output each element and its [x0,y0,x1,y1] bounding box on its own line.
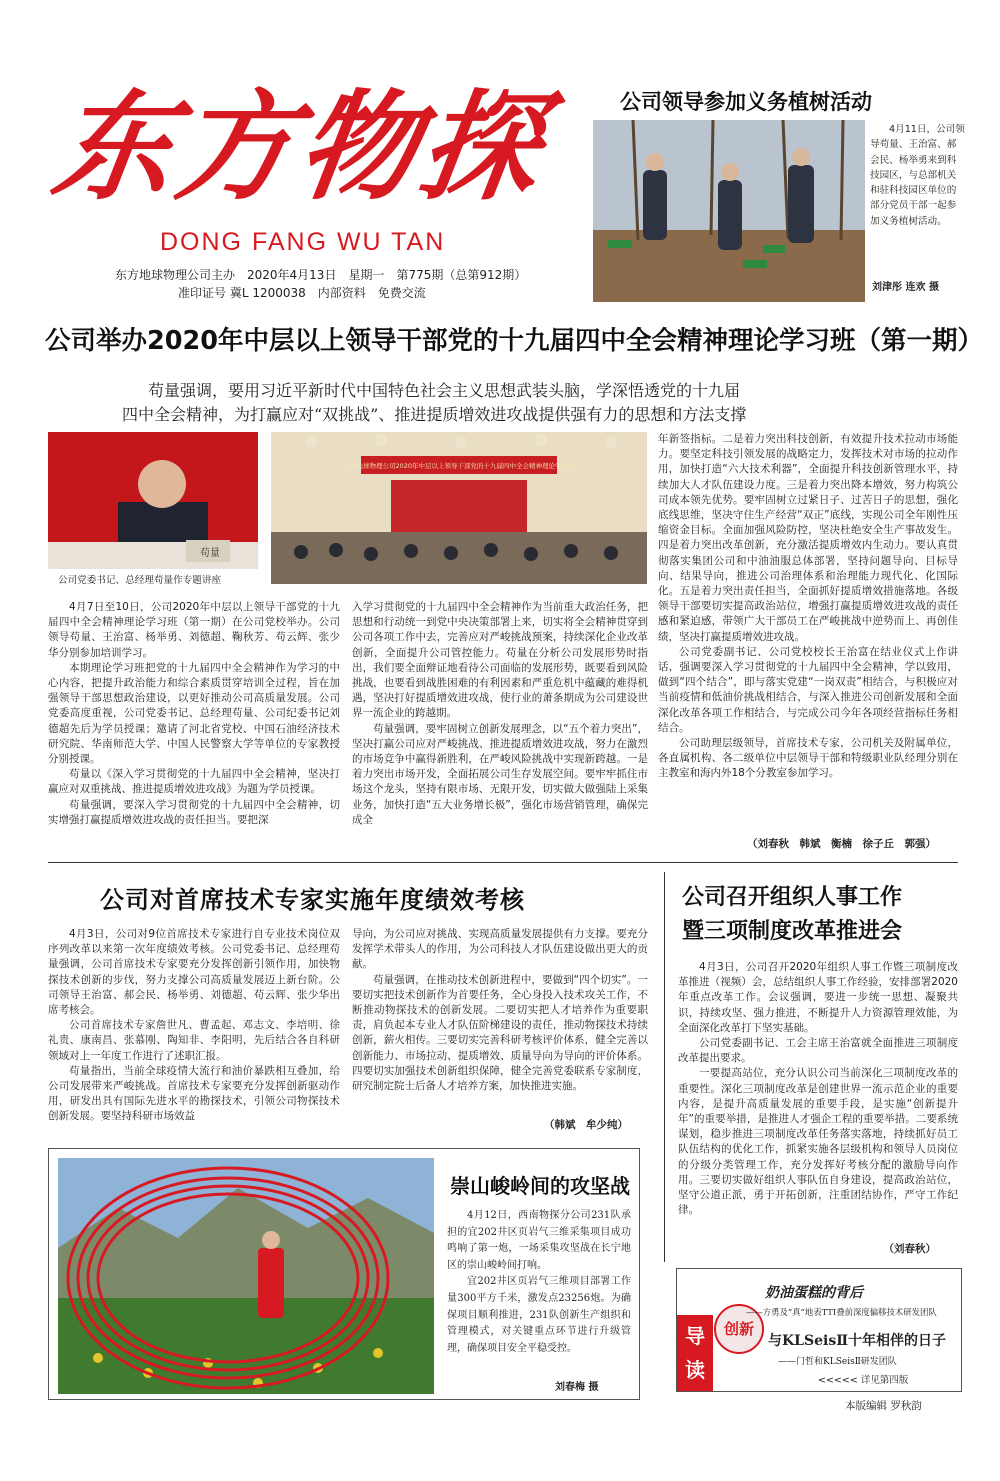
hr-article-byline: （刘春秋） [860,1241,936,1256]
innovation-logo: 创新 [714,1304,764,1354]
paragraph: 苟量指出，当前全球疫情大流行和油价暴跌相互叠加，给公司发展带来严峻挑战。首席技术专家要充分发挥创新驱动作用，研发出具有国际先进水平的勘探技术，引领公司物探技术创新发展。要坚持科研市场效益 [48,1064,340,1123]
speaker-photo-caption: 公司党委书记、总经理苟量作专题讲座 [58,575,222,586]
paragraph: 公司党委副书记、公司党校校长王治富在结业仪式上作讲话，强调要深入学习贯彻党的十九届四中全会精神，学以致用，做到“四个结合”，即与落实党建“一岗双责”相结合，与积极应对当前疫情和低油价挑战相结合，与深入推进公司创新发展和全面深化改革各项工作相结合，与完成公司今年各项经营指标任务相结合。 [658,645,958,734]
hr-article-title-1: 公司召开组织人事工作 [682,885,903,910]
paragraph: 一要提高站位，充分认识公司当前深化三项制度改革的重要性。深化三项制度改革是创建世界一流示范企业的重要内容，是提升高质量发展的重要手段，是实施“创新提升年”的重要举措，是推进人才强企工程的重要举措。二要系统谋划，稳步推进三项制度改革任务落实落地，持续抓好员工队伍结构的优化工作，抓紧实施各层级机构和领导人员岗位的分级分类管理工作，充分发挥好考核分配的激励导向作用。三要切实做好组织人事队伍自身建设，提高政治站位，坚守公道正派，勇于开拓创新，注重团结协作，严守工作纪律。 [678,1067,958,1217]
tree-article-credit: 刘津彤 连欢 摄 [872,282,939,293]
main-article-title: 公司举办2020年中层以上领导干部党的十九届四中全会精神理论学习班（第一期） [45,326,983,356]
main-article-byline: （刘春秋 韩斌 衡楠 徐子丘 郭强） [747,838,936,850]
expert-article-col1 [48,927,340,1132]
tree-planting-photo [593,120,865,302]
paragraph: 苟量以《深入学习贯彻党的十九届四中全会精神，坚决打赢应对双重挑战、推进提质增效进攻战》为题为学员授课。 [48,768,340,796]
expert-article-byline: （韩斌 牟少纯） [544,1119,628,1131]
guide-badge-char-2: 读 [685,1358,705,1382]
lecture-hall-photo [271,432,647,584]
main-article-col2 [352,600,648,850]
guide-item1-title[interactable]: 奶油蛋糕的背后 [765,1285,863,1301]
main-article-col3 [658,432,958,828]
masthead-pinyin: DONG FANG WU TAN [160,228,446,256]
speaker-photo [48,432,258,569]
mountain-article-title: 崇山峻岭间的攻坚战 [450,1174,630,1198]
guide-see-more[interactable]: <<<<< 详见第四版 [818,1375,909,1386]
paragraph: 公司党委副书记、工会主席王治富就全面推进三项制度改革提出要求。 [678,1037,958,1065]
main-article-subtitle-2: 四中全会精神，为打赢应对“双挑战”、推进提质增效进攻战提供强有力的思想和方法支撑 [122,405,747,424]
masthead-title: 东方物探 [45,77,553,216]
main-article-subtitle-1: 苟量强调，要用习近平新时代中国特色社会主义思想武装头脑，学深悟透党的十九届 [148,381,741,400]
paragraph: 4月3日，公司对9位首席技术专家进行自专业技术岗位双序列改革以来第一次年度绩效考核。公司党委书记、总经理苟量强调，公司首席技术专家要充分发挥创新引领作用，加快物探技术创新的步伐，努力支撑公司高质量发展迈上新台阶。公司领导王治富、郝会民、杨举勇、刘德超、苟云辉、张少华出席考核会。 [48,928,340,1017]
tree-article-title: 公司领导参加义务植树活动 [620,90,872,114]
nameplate: 苟量 [200,548,220,559]
guide-badge-char-1: 导 [685,1324,705,1348]
paragraph: 入学习贯彻党的十九届四中全会精神作为当前重大政治任务，把思想和行动统一到党中央决策部署上来，切实将全会精神贯穿到公司各项工作中去，完善应对严峻挑战预案，持续深化企业改革创新，全面提升公司管控能力。苟量在分析公司发展形势时指出，我们要全面辩证地看待公司面临的发展形势，既要看到风险挑战，也要看到战胜困难的有利因素和严重危机中蕴藏的难得机遇，坚决打好提质增效进攻战，使行业的萧条期成为公司建设世界一流企业的跨越期。 [352,601,648,720]
paragraph: 苟量强调，要牢固树立创新发展理念，以“五个着力突出”，坚决打赢公司应对严峻挑战、推进提质增效进攻战，努力在激烈的市场竞争中赢得新胜利，在严峻风险挑战中实现新跨越。一是着力突出市场开发，全面拓展公司生存发展空间。要牢牢抓住市场这个龙头，坚持有限市场、无限开发，切实做大做强陆上采集业务，加快打造“五大业务增长极”，强化市场营销管理，确保完成全 [352,722,648,826]
issue-info: 东方地球物理公司主办 2020年4月13日 星期一 第775期（总第912期） [115,268,527,282]
paragraph: 4月3日，公司召开2020年组织人事工作暨三项制度改革推进（视频）会，总结组织人事工作经验，安排部署2020年重点改革工作。会议强调，要进一步统一思想、凝聚共识，持续攻坚、强力推进，不断提升人力资源管理效能，为全面深化改革打下坚实基础。 [678,961,958,1034]
column-divider [664,872,665,1262]
paragraph: 公司助理层级领导，首席技术专家，公司机关及附属单位，各直属机构、各二级单位中层领导干部和特级职业队经理分别在主教室和海内外18个分教室参加学习。 [658,737,958,780]
paragraph: 苟量强调，在推动技术创新进程中，要做到“四个切实”。一要切实把技术创新作为首要任务，全心身投入技术攻关工作，不断推动物探技术的创新发展。二要切实把人才培养作为重要职责，肩负起本专业人才队伍阶梯建设的责任，推动物探技术持续创新，薪火相传。三要切实完善科研考核评价体系，健全完善以创新能力、市场拉动、提质增效、质量导向为导向的评价体系。四要切实加强技术创新组织保障，健全完善党委联系专家制度，研究制定院士后备人才培养方案，加快推进实施。 [352,973,648,1093]
expert-article-title: 公司对首席技术专家实施年度绩效考核 [100,886,525,914]
mountain-article-body [447,1208,631,1357]
page-editor: 本版编辑 罗秋韵 [845,1400,922,1412]
guide-badge [677,1315,713,1391]
drilling-photo [58,1158,434,1394]
paragraph: 公司首席技术专家詹世凡、曹孟起、邓志文、李培明、徐礼贵、康南昌、张慕刚、陶知非、李阳明，先后结合各自科研领域对上一年度工作进行了述职汇报。 [48,1019,340,1062]
hr-article-body [678,960,958,1260]
paragraph: 苟量强调，要深入学习贯彻党的十九届四中全会精神，切实增强打赢提质增效进攻战的责任担当。要把深 [48,798,340,826]
paragraph: 年新签指标。二是着力突出科技创新，有效提升技术拉动市场能力。要坚定科技引领发展的战略定力，发挥技术对市场的拉动作用，加快打造“六大技术利器”，全面提升科技创新管理水平，持续加大人才队伍建设力度。三是着力突出降本增效，努力构筑公司成本领先优势。要牢固树立过紧日子、过苦日子的思想，强化底线思维，坚决守住生产经营“双正”底线，实现公司全年刚性压缩资金目标。全面加强风险防控，坚决杜绝安全生产事故发生。四是着力突出改革创新，充分激活提质增效内生动力。要认真贯彻落实集团公司和中油油服总体部署，坚持问题导向、目标导向、结果导向，推进公司治理体系和治理能力现代化、化国际化。五是着力突出责任担当，全面抓好提质增效措施落地。各级领导干部要切实提高政治站位，增强打赢提质增效进攻战的责任感和紧迫感，带领广大干部员工在严峻挑战中逆势而上、再创佳绩，坚决打赢提质增效进攻战。 [658,433,958,643]
permit-info: 准印证号 冀L 1200038 内部资料 免费交流 [178,286,426,300]
guide-item1-subtitle: ——方勇及“真”地表TTI叠前深度偏移技术研发团队 [746,1307,937,1317]
paragraph: 4月12日，西南物探分公司231队承担的宜202井区页岩气三维采集项目成功鸣响了第一炮，一场采集攻坚战在长宁地区的崇山峻岭间打响。 [447,1210,631,1271]
main-article-col1 [48,600,340,850]
tree-article-caption: 4月11日，公司领导苟量、王治富、郝会民、杨举勇来到科技园区，与总部机关和驻科技园区单位的部分党员干部一起参加义务植树活动。 [870,124,965,227]
hr-article-title-2: 暨三项制度改革推进会 [682,919,903,944]
expert-article-col2 [352,927,648,1117]
paragraph: 导向，为公司应对挑战、实现高质量发展提供有力支撑。要充分发挥学术带头人的作用，为公司科技人才队伍建设做出更大的贡献。 [352,928,648,971]
paragraph: 宜202井区页岩气三维项目部署工作量300平方千米，激发点23256炮。为确保项目顺利推进，231队创新生产组织和管理模式，对关键重点环节进行升级管理，确保项目安全平稳受控。 [447,1276,631,1354]
paragraph: 本期理论学习班把党的十九届四中全会精神作为学习的中心内容，把提升政治能力和综合素质贯穿培训全过程，旨在加强领导干部思想政治建设，以更好推动公司高质量发展。公司党委高度重视，公司党委书记、总经理苟量、公司纪委书记刘德超先后为学员授课；邀请了河北省党校、中国石油经济技术研究院、华南师范大学、中国人民警察大学等单位的专家教授分别授课。 [48,661,340,766]
paragraph: 4月7日至10日，公司2020年中层以上领导干部党的十九届四中全会精神理论学习班（第一期）在公司党校举办。公司领导苟量、王治富、杨举勇、刘德超、鞠秋芳、苟云辉、张少华分别参加培训学习。 [48,601,340,659]
mountain-article-credit: 刘春梅 摄 [555,1382,599,1393]
section-divider [48,862,958,863]
hall-banner: 东方地球物理公司2020年中层以上领导干部党的十九届四中全会精神理论学习班 [343,462,575,470]
guide-item2-subtitle: ——门哲和KLSeisⅡ研发团队 [778,1357,897,1367]
guide-item2-title[interactable]: 与KLSeisⅡ十年相伴的日子 [768,1333,947,1349]
